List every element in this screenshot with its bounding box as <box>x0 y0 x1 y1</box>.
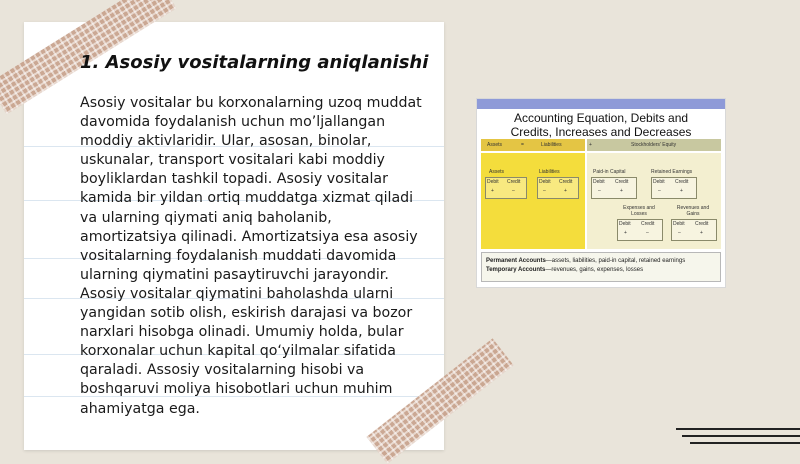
retained-t-account <box>651 177 697 199</box>
band-equals: = <box>521 142 524 148</box>
permanent-accounts-text: —assets, liabilities, paid-in capital, retained earnings <box>545 258 686 264</box>
slide-paragraph: Asosiy vositalar bu korxonalarning uzoq muddat davomida foydalanish uchun mo’ljallangan moddiy aktivlaridir. Ular, asosan, binolar, uskunalar, transport vositalari kabi moddiy boyliklardan tashkil topadi. Asosiy vositalar kamida bir yildan ortiq muddatga xizmat qiladi va ularning qiymati aniq baholanib, amortizatsiya qilinadi. Amortizatsiya esa asosiy vositalarning foydalanish muddati davomida ularning qiymatini pasaytiruvchi jarayondir. Asosiy vositalar qiymatini baholashda ularni yangidan sotib olish, eskirish darajasi va bozor narxlari hisobga olinadi. Umumiy holda, bular korxonalar uchun kapital qo‘yilmalar sifatida qaraladi. Assosiy vositalarning hisobi va boshqaruvi moliya hisobotlari uchun muhim ahamiyatga ega. <box>80 95 422 417</box>
account-types-footer <box>481 252 721 282</box>
expenses-losses-label: Expenses and Losses <box>623 205 655 217</box>
equity-band <box>587 139 721 151</box>
expenses-t-account <box>617 219 663 241</box>
decorative-line <box>676 428 800 430</box>
assets-liabilities-panel <box>481 153 585 249</box>
image-header-bar <box>477 99 725 109</box>
increase-sign: + <box>624 230 627 236</box>
decrease-sign: – <box>598 188 601 194</box>
slide-title: 1. Asosiy vositalarning aniqlanishi <box>80 52 429 73</box>
image-title-line2: Credits, Increases and Decreases <box>510 125 692 139</box>
credit-label: Credit <box>615 179 629 185</box>
decorative-line <box>690 442 800 444</box>
assets-label: Assets <box>489 169 505 175</box>
decorative-line <box>682 435 800 437</box>
revenues-t-account <box>671 219 717 241</box>
debit-label: Debit <box>673 221 685 227</box>
revenues-gains-label: Revenues and Gains <box>676 205 710 217</box>
debit-label: Debit <box>487 179 499 185</box>
credit-label: Credit <box>695 221 709 227</box>
assets-t-account <box>485 177 527 199</box>
accounting-equation-image <box>476 98 726 288</box>
paid-in-capital-label: Paid-in Capital <box>593 169 626 175</box>
band-assets: Assets <box>487 142 503 148</box>
liabilities-t-account <box>537 177 579 199</box>
temporary-accounts-label: Temporary Accounts <box>486 267 546 273</box>
permanent-accounts-line <box>486 258 685 265</box>
retained-earnings-label: Retained Earnings <box>651 169 693 175</box>
decrease-sign: – <box>543 188 546 194</box>
credit-label: Credit <box>641 221 655 227</box>
band-plus: + <box>589 142 592 148</box>
credit-label: Credit <box>559 179 573 185</box>
image-title-line1: Accounting Equation, Debits and <box>513 111 689 125</box>
credit-label: Credit <box>675 179 689 185</box>
temporary-accounts-line <box>486 267 643 274</box>
assets-liabilities-band <box>481 139 585 151</box>
equity-panel <box>587 153 721 249</box>
credit-label: Credit <box>507 179 521 185</box>
debit-label: Debit <box>539 179 551 185</box>
decrease-sign: – <box>658 188 661 194</box>
increase-sign: + <box>680 188 683 194</box>
increase-sign: + <box>620 188 623 194</box>
image-title <box>481 111 721 139</box>
paid-in-t-account <box>591 177 637 199</box>
decrease-sign: – <box>678 230 681 236</box>
temporary-accounts-text: —revenues, gains, expenses, losses <box>545 267 644 273</box>
band-liabilities: Liabilities <box>541 142 562 148</box>
decrease-sign: – <box>646 230 649 236</box>
increase-sign: + <box>491 188 494 194</box>
decrease-sign: – <box>512 188 515 194</box>
liabilities-label: Liabilities <box>539 169 560 175</box>
increase-sign: + <box>700 230 703 236</box>
debit-label: Debit <box>653 179 665 185</box>
debit-label: Debit <box>593 179 605 185</box>
increase-sign: + <box>564 188 567 194</box>
permanent-accounts-label: Permanent Accounts <box>486 258 546 264</box>
band-equity: Stockholders' Equity <box>631 142 677 148</box>
debit-label: Debit <box>619 221 631 227</box>
